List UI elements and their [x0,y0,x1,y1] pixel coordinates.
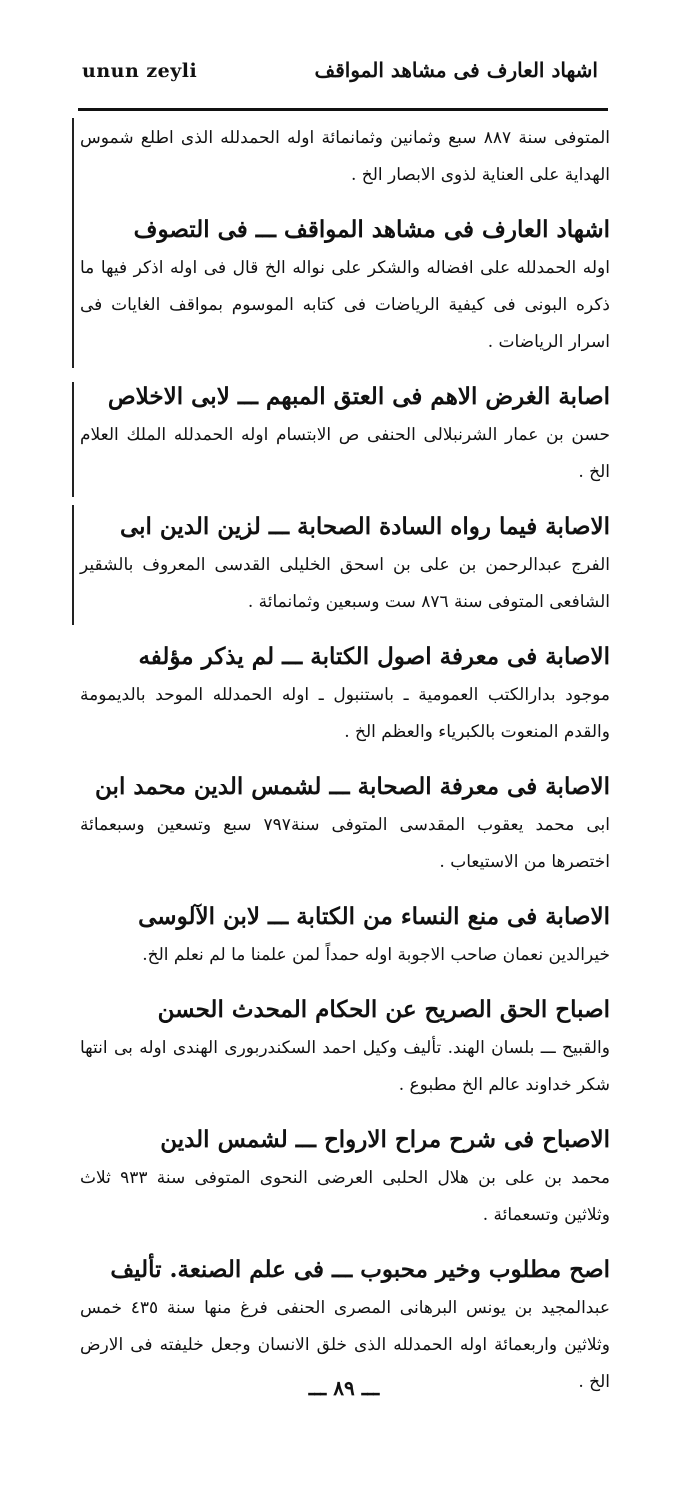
margin-rule [72,382,74,497]
header-left-label: unun zeyli [82,60,198,82]
entry-body: عبدالمجيد بن يونس البرهانى المصرى الحنفى فرغ منها سنة ٤٣٥ خمس وثلاثين واربعمائة اوله الحمدلله الذى خلق الانسان وجعل خليفته فى الارض الخ . [80,1298,610,1392]
header-rule [78,108,608,111]
entry-body: ابى محمد يعقوب المقدسى المتوفى سنة٧٩٧ سبع وتسعين وسبعمائة اختصرها من الاستيعاب . [80,815,610,872]
margin-rule [72,505,74,625]
entry [80,897,610,974]
entry-title: اصابة الغرض الاهم فى العتق المبهم ـــ لابى الاخلاص [107,383,610,410]
entry-body: والقبيح ـــ بلسان الهند. تأليف وكيل احمد السكندربورى الهندى اوله بى انتها شكر خداوند عالم الخ مطبوع . [80,1038,610,1095]
header-title: اشهاد العارف فى مشاهد المواقف [314,58,598,82]
entry-body: محمد بن على بن هلال الحلبى العرضى النحوى المتوفى سنة ٩٣٣ ثلاث وثلاثين وتسعمائة . [80,1168,610,1225]
entry-title: الاصابة فى معرفة اصول الكتابة ـــ لم يذكر مؤلفه [138,643,610,670]
entry-body: اوله الحمدلله على افضاله والشكر على نواله الخ قال فى اوله اذكر فيها ما ذكره البونى فى كيفية الرياضات فى كتابه الموسوم بمواقف الغايات فى اسرار الرياضات . [80,258,610,352]
page-content [80,112,610,1417]
entry-body: خيرالدين نعمان صاحب الاجوبة اوله حمداً لمن علمنا ما لم نعلم الخ. [142,945,610,965]
entry-body: الفرج عبدالرحمن بن على بن اسحق الخليلى القدسى المعروف بالشقير الشافعى المتوفى سنة ٨٧٦ ست وسبعين وثمانمائة . [80,555,610,612]
entry-title: اصح مطلوب وخير محبوب ـــ فى علم الصنعة. تأليف [110,1256,610,1283]
entry-body: موجود بدارالكتب العمومية ـ باستنبول ـ اوله الحمدلله الموحد بالديمومة والقدم المنعوت بالكبرياء والعظم الخ . [80,685,610,742]
entry [80,767,610,881]
entry-body: المتوفى سنة ٨٨٧ سبع وثمانين وثمانمائة اوله الحمدلله الذى اطلع شموس الهداية على العناية لذوى الابصار الخ . [80,128,610,185]
entry [80,210,610,361]
entry-title: اشهاد العارف فى مشاهد المواقف ـــ فى التصوف [133,216,610,243]
entry [80,1120,610,1234]
entry-title: الاصباح فى شرح مراح الارواح ـــ لشمس الدين [160,1126,610,1153]
entry-title: الاصابة فيما رواه السادة الصحابة ـــ لزين الدين ابى [119,513,610,540]
margin-rule [72,118,74,368]
entry [80,990,610,1104]
entry-title: الاصابة فى منع النساء من الكتابة ـــ لابن الآلوسى [138,903,610,930]
page-number: ـــ ٨٩ ـــ [308,1376,380,1400]
entry [80,377,610,491]
entry-body: حسن بن عمار الشرنبلالى الحنفى ص الابتسام اوله الحمدلله الملك العلام الخ . [80,425,610,482]
entry-title: اصباح الحق الصريح عن الحكام المحدث الحسن [157,996,610,1023]
entry [80,507,610,621]
entry [80,637,610,751]
entry-title: الاصابة فى معرفة الصحابة ـــ لشمس الدين محمد ابن [95,773,610,800]
entry [80,120,610,194]
